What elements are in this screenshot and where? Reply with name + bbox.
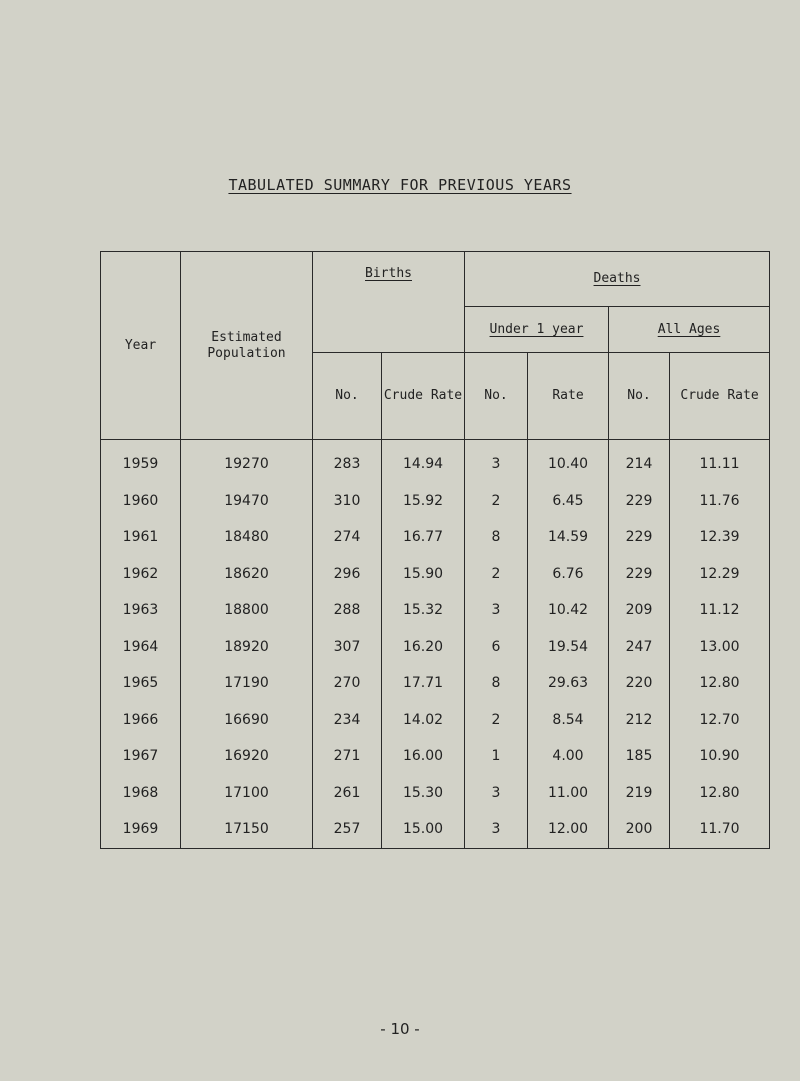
cell-population: 16690: [181, 702, 313, 739]
header-infant-no: No.: [465, 353, 528, 440]
cell-inf-rate: 12.00: [528, 811, 609, 848]
cell-inf-no: 2: [465, 556, 528, 593]
table-row: [101, 738, 770, 775]
header-deaths-label: Deaths: [593, 271, 641, 286]
table-row: [101, 519, 770, 556]
cell-deaths-no: 229: [609, 556, 670, 593]
header-under-1-year: [465, 307, 609, 353]
cell-inf-rate: 11.00: [528, 775, 609, 812]
cell-births-rate: 14.02: [382, 702, 465, 739]
cell-deaths-no: 229: [609, 483, 670, 520]
header-all-ages-label: All Ages: [657, 321, 721, 337]
cell-deaths-no: 200: [609, 811, 670, 848]
cell-inf-rate: 10.42: [528, 592, 609, 629]
cell-population: 19270: [181, 440, 313, 483]
cell-population: 17100: [181, 775, 313, 812]
table-row: [101, 483, 770, 520]
cell-year: 1963: [101, 592, 181, 629]
cell-births-no: 310: [313, 483, 382, 520]
cell-deaths-no: 247: [609, 629, 670, 666]
cell-births-rate: 16.77: [382, 519, 465, 556]
cell-inf-no: 6: [465, 629, 528, 666]
header-all-ages: [609, 307, 770, 353]
cell-births-rate: 15.92: [382, 483, 465, 520]
summary-table: [100, 251, 770, 849]
cell-inf-rate: 19.54: [528, 629, 609, 666]
header-year: Year: [101, 252, 181, 440]
cell-deaths-no: 212: [609, 702, 670, 739]
cell-births-rate: 15.90: [382, 556, 465, 593]
cell-deaths-no: 209: [609, 592, 670, 629]
cell-deaths-no: 185: [609, 738, 670, 775]
header-estimated-population: Estimated Population: [181, 252, 313, 440]
header-deaths-crude-rate: Crude Rate: [670, 353, 770, 440]
cell-deaths-no: 229: [609, 519, 670, 556]
header-births-label: Births: [365, 266, 412, 281]
cell-deaths-rate: 12.39: [670, 519, 770, 556]
cell-population: 16920: [181, 738, 313, 775]
table-row: [101, 775, 770, 812]
cell-inf-no: 8: [465, 519, 528, 556]
cell-deaths-rate: 12.29: [670, 556, 770, 593]
cell-deaths-rate: 11.76: [670, 483, 770, 520]
cell-population: 18620: [181, 556, 313, 593]
cell-inf-no: 3: [465, 440, 528, 483]
table-body: [101, 440, 770, 849]
cell-inf-no: 2: [465, 702, 528, 739]
cell-births-no: 288: [313, 592, 382, 629]
cell-inf-no: 2: [465, 483, 528, 520]
cell-births-rate: 15.32: [382, 592, 465, 629]
cell-births-rate: 15.00: [382, 811, 465, 848]
table-row: [101, 556, 770, 593]
header-births-no: No.: [313, 353, 382, 440]
cell-year: 1959: [101, 440, 181, 483]
cell-year: 1967: [101, 738, 181, 775]
cell-deaths-rate: 10.90: [670, 738, 770, 775]
cell-deaths-rate: 11.11: [670, 440, 770, 483]
cell-deaths-rate: 11.12: [670, 592, 770, 629]
cell-year: 1961: [101, 519, 181, 556]
cell-deaths-rate: 12.80: [670, 775, 770, 812]
table-row: [101, 665, 770, 702]
table-row: [101, 811, 770, 848]
table-row: [101, 592, 770, 629]
table-row: [101, 629, 770, 666]
page-number: - 10 -: [380, 1020, 420, 1038]
cell-inf-no: 3: [465, 592, 528, 629]
header-births-crude-rate: Crude Rate: [382, 353, 465, 440]
cell-births-no: 307: [313, 629, 382, 666]
cell-inf-rate: 6.45: [528, 483, 609, 520]
cell-population: 19470: [181, 483, 313, 520]
header-deaths: [465, 252, 770, 307]
cell-deaths-rate: 13.00: [670, 629, 770, 666]
cell-births-rate: 15.30: [382, 775, 465, 812]
page-title: TABULATED SUMMARY FOR PREVIOUS YEARS: [228, 176, 572, 194]
cell-inf-no: 3: [465, 811, 528, 848]
cell-births-no: 261: [313, 775, 382, 812]
cell-inf-no: 1: [465, 738, 528, 775]
cell-inf-rate: 14.59: [528, 519, 609, 556]
cell-inf-rate: 4.00: [528, 738, 609, 775]
cell-births-no: 274: [313, 519, 382, 556]
table-row: [101, 440, 770, 483]
cell-inf-rate: 29.63: [528, 665, 609, 702]
cell-deaths-no: 214: [609, 440, 670, 483]
cell-births-rate: 14.94: [382, 440, 465, 483]
header-births: [313, 252, 465, 353]
cell-births-no: 283: [313, 440, 382, 483]
header-deaths-no: No.: [609, 353, 670, 440]
cell-births-no: 257: [313, 811, 382, 848]
cell-population: 18920: [181, 629, 313, 666]
cell-births-no: 270: [313, 665, 382, 702]
cell-population: 18480: [181, 519, 313, 556]
cell-births-rate: 16.00: [382, 738, 465, 775]
cell-year: 1965: [101, 665, 181, 702]
cell-births-rate: 16.20: [382, 629, 465, 666]
cell-inf-no: 8: [465, 665, 528, 702]
table-row: [101, 702, 770, 739]
cell-inf-no: 3: [465, 775, 528, 812]
cell-inf-rate: 10.40: [528, 440, 609, 483]
cell-births-no: 271: [313, 738, 382, 775]
cell-population: 18800: [181, 592, 313, 629]
cell-inf-rate: 6.76: [528, 556, 609, 593]
cell-deaths-no: 219: [609, 775, 670, 812]
cell-deaths-rate: 12.70: [670, 702, 770, 739]
cell-births-rate: 17.71: [382, 665, 465, 702]
cell-births-no: 296: [313, 556, 382, 593]
header-under-1-year-label: Under 1 year: [489, 321, 584, 337]
cell-inf-rate: 8.54: [528, 702, 609, 739]
cell-year: 1962: [101, 556, 181, 593]
cell-deaths-no: 220: [609, 665, 670, 702]
cell-year: 1964: [101, 629, 181, 666]
cell-population: 17150: [181, 811, 313, 848]
cell-year: 1966: [101, 702, 181, 739]
cell-population: 17190: [181, 665, 313, 702]
header-infant-rate: Rate: [528, 353, 609, 440]
cell-births-no: 234: [313, 702, 382, 739]
cell-year: 1960: [101, 483, 181, 520]
cell-year: 1969: [101, 811, 181, 848]
cell-year: 1968: [101, 775, 181, 812]
cell-deaths-rate: 12.80: [670, 665, 770, 702]
cell-deaths-rate: 11.70: [670, 811, 770, 848]
